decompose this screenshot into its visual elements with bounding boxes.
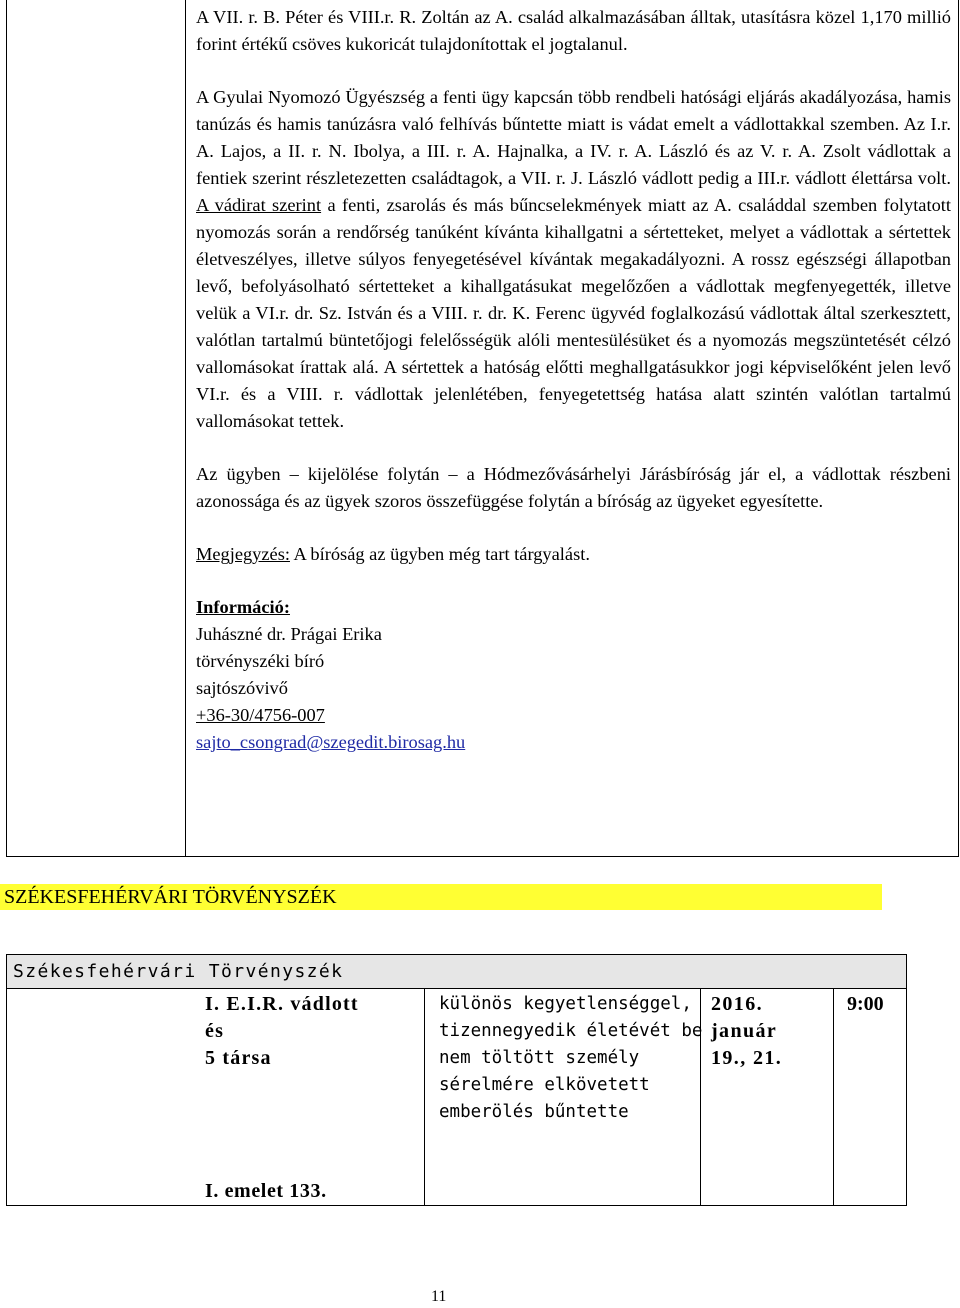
note-text: A bíróság az ügyben még tart tárgyalást. [289,544,590,564]
court-heading: SZÉKESFEHÉRVÁRI TÖRVÉNYSZÉK [0,884,882,910]
column-divider [833,989,834,1205]
case-name-line: és [205,1020,225,1042]
case-description-cell [196,4,951,756]
paragraph-theft: A VII. r. B. Péter és VIII.r. R. Zoltán az A. család alkalmazásában álltak, utasításra közel 1,170 millió forint értékű csöves kukoricát tulajdonítottak el jogtalanul. [196,7,951,54]
courtroom: I. emelet 133. [205,1180,327,1202]
info-phone: +36-30/4756-007 [196,705,325,725]
hearing-date-year: 2016. [711,993,763,1015]
note-label: Megjegyzés: [196,544,290,564]
paragraph-note [196,541,951,568]
hearing-table-header: Székesfehérvári Törvényszék [7,955,906,989]
indictment-text-b: a fenti, zsarolás és más bűncselekmények miatt az A. családdal szemben folytatott nyomozás során a rendőrség tanúként kívánta kihallgatni a sértetteket, melyet a vádlottak a sértettek életveszélyes, illetve súlyos fenyegetésével kívántak megakadályozni. A rossz egészségi állapotban levő, befolyásolható sértetteket a kihallgatásukat megelőzően a vádlottak megfenyegették, illetve velük a VI.r. dr. Sz. István és a VIII. r. dr. K. Ferenc ügyvéd foglalkozású vádlottak által szerkesztett, valótlan tartalmú büntetőjogi felelősségük alóli mentesülésüket és a nyomozás megszüntetését célzó vallomásokat írattak alá. A sértettek a hatóság előtti meghallgatásukkor jogi képviselőként jelen levő VI.r. és a VIII. r. vádlottak jelenlétében, fenyegetettség hatása alatt szintén valótlan tartalmú vallomásokat tettek. [196,195,951,431]
indictment-underlined: A vádirat szerint [196,195,322,215]
case-name-line: 5 társa [205,1047,272,1069]
info-email-link[interactable]: sajto_csongrad@szegedit.birosag.hu [196,732,466,752]
paragraph-jurisdiction: Az ügyben – kijelölése folytán – a Hódmezővásárhelyi Járásbíróság jár el, a vádlottak részbeni azonossága és az ügyek szoros összefüggése folytán a bíróság az ügyeket egyesítette. [196,464,951,511]
case-name-cell [205,991,425,1072]
case-name-line: I. E.I.R. vádlott [205,993,359,1015]
indictment-text-a: A Gyulai Nyomozó Ügyészség a fenti ügy kapcsán több rendbeli hatósági eljárás akadályozása, hamis tanúzás és hamis tanúzásra való felhívás bűntette miatt is vádat emelt a vádlottakkal szemben. Az I.r. A. Lajos, a II. r. N. Ibolya, a III. r. A. Hajnalka, a IV. r. A. László és az V. r. A. Zsolt vádlottak a fentiek szerint részletezetten családtagok, a VII. r. J. László vádlott pedig a III.r. vádlott élettársa volt. [196,87,951,188]
info-label: Információ: [196,597,290,617]
table-column-divider [185,0,186,856]
hearing-date-month: január [711,1020,778,1042]
paragraph-indictment [196,84,951,435]
hearing-date-cell [711,991,821,1072]
info-name: Juhászné dr. Prágai Erika [196,624,382,644]
hearing-table [6,954,907,1206]
hearing-date-days: 19., 21. [711,1047,783,1069]
info-role-judge: törvényszéki bíró [196,651,325,671]
info-role-spokesperson: sajtószóvivő [196,678,288,698]
offense-description: különös kegyetlenséggel, tizennegyedik életévét be nem töltött személy sérelmére elkövetett emberölés bűntette [439,994,703,1122]
case-table-top [6,0,959,857]
page-number: 11 [431,1288,447,1305]
hearing-time: 9:00 [847,993,884,1015]
